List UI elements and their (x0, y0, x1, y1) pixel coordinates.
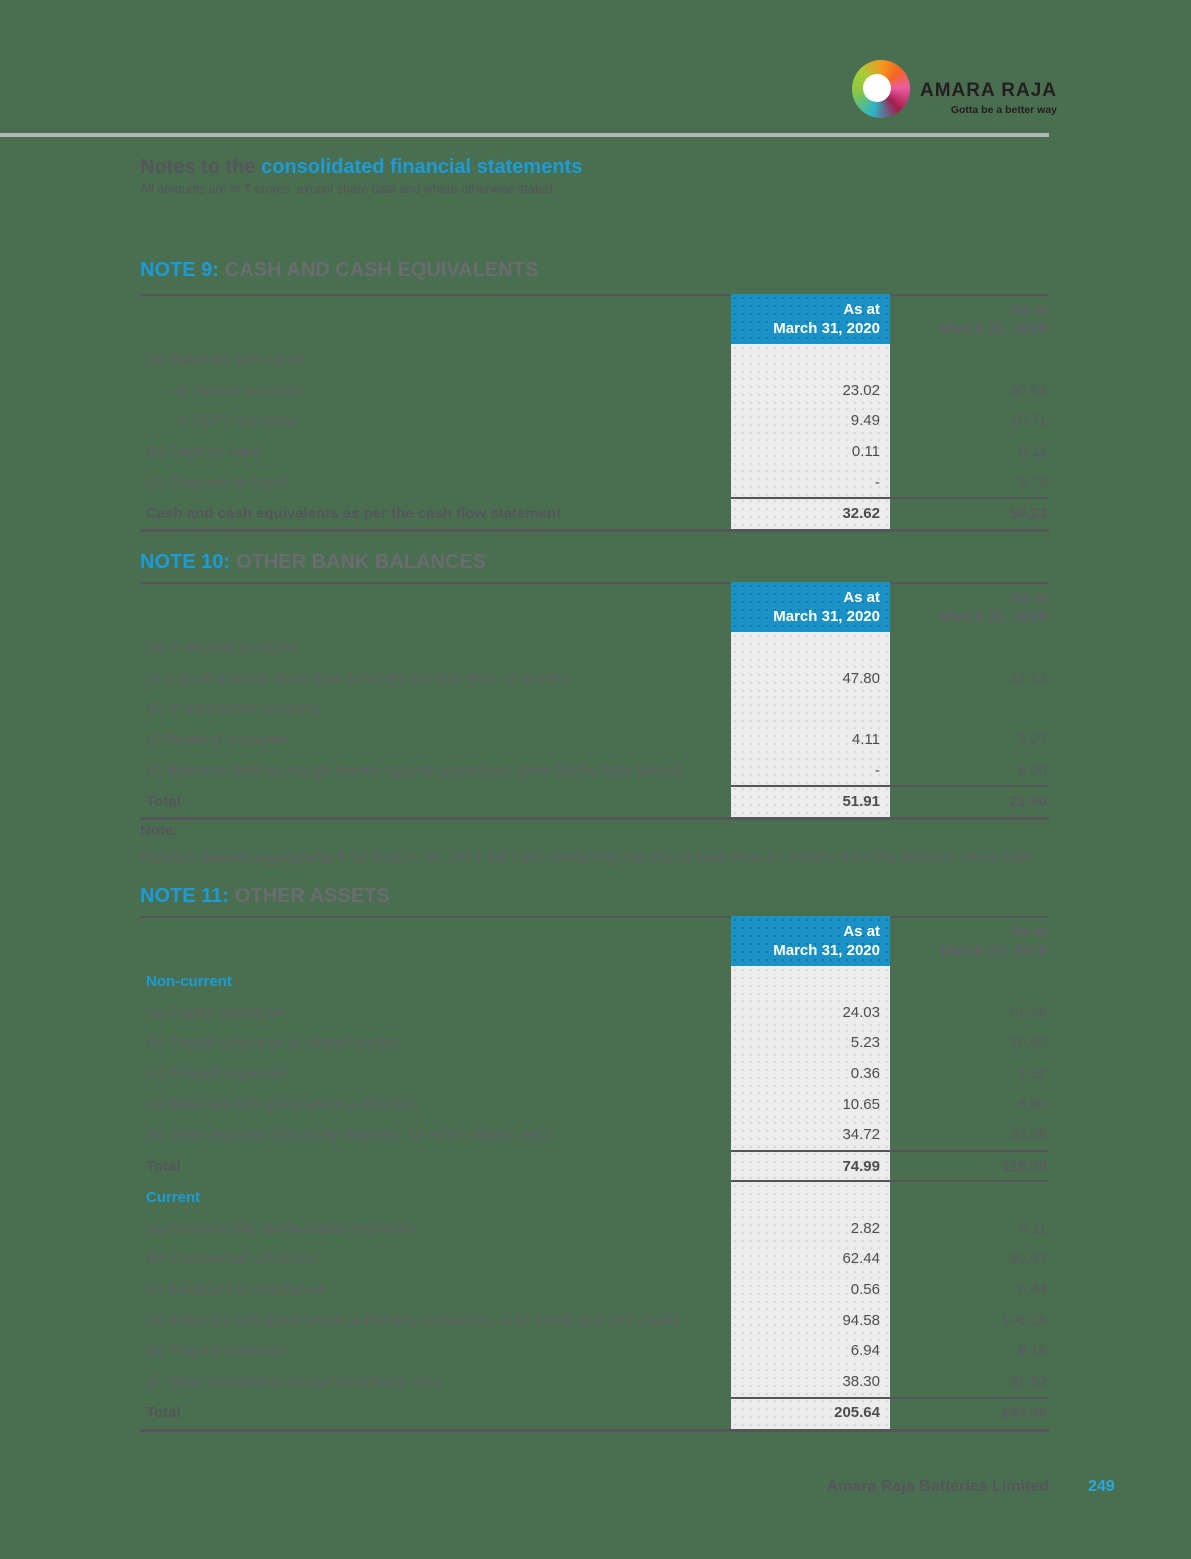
header-2020-line1: As at (843, 589, 880, 606)
header-2019-line1: As at (1010, 923, 1047, 940)
table-row (140, 1244, 1049, 1275)
header-2019-line2: March 31, 2019 (940, 608, 1047, 625)
value-2019 (890, 693, 1049, 724)
table-row (140, 1397, 1049, 1429)
header-2020-line1: As at (843, 301, 880, 318)
value-2019: 12.13 (1009, 669, 1047, 687)
table-row (140, 1119, 1049, 1150)
header-2020-line1: As at (843, 923, 880, 940)
note10-footnote-text: Includes deposit aggregating ₹ Nil (March 31, 2019: Nil ) with remaining maturity of more than 12 months from the Balance Sheet date. (140, 849, 1036, 866)
note10-table-header-row (140, 582, 1049, 632)
value-2020: 205.64 (731, 1397, 890, 1429)
row-label: (a) Capital advances (146, 1003, 284, 1021)
value-2019 (890, 966, 1049, 997)
row-label: (a) In deposit accounts (146, 638, 298, 656)
table-row (140, 1305, 1049, 1336)
row-label: (ii) Balances held as margin money against guarantees given [Refer Note below] (146, 761, 681, 779)
row-label: Cash and cash equivalents as per the cash flow statement (146, 504, 562, 522)
table-row (140, 1150, 1049, 1182)
table-row (140, 467, 1049, 498)
value-2020: 62.44 (731, 1244, 890, 1275)
row-label: (a) Balances with banks (146, 350, 306, 368)
row-label: - in EEFC accounts (168, 412, 298, 430)
header-2020-cell (731, 582, 890, 632)
value-2020: 74.99 (731, 1150, 890, 1182)
row-label: Non-current (146, 972, 232, 990)
row-label: (e) Other deposits (Electricity deposits, for other utilities, etc.) (146, 1126, 552, 1144)
amara-raja-swirl-icon (852, 60, 912, 122)
value-2019: 8.16 (1017, 1342, 1047, 1360)
value-2020: 4.11 (731, 724, 890, 755)
note9-heading-title: CASH AND CASH EQUIVALENTS (224, 259, 539, 281)
value-2020: 9.49 (731, 405, 890, 436)
row-label: (d) Balances with government authorities (Advances, GST credit and VAT credit) (146, 1311, 679, 1329)
logo-text (920, 60, 1057, 116)
header-2019-line1: As at (1010, 589, 1047, 606)
header-label-cell (140, 582, 731, 632)
page-title-highlight: consolidated financial statements (261, 156, 583, 178)
value-2020: 47.80 (731, 663, 890, 694)
page-subtitle: All amounts are in ₹ crores, except share data and where otherwise stated (140, 182, 553, 196)
row-label: (b) In earmarked accounts (146, 700, 322, 718)
table-row (140, 663, 1049, 694)
value-2020 (731, 693, 890, 724)
note10-footnote-label: Note: (140, 822, 179, 839)
value-2019: 10.62 (1009, 1034, 1047, 1052)
value-2019: 6.20 (1017, 761, 1047, 779)
value-2019: 8.80 (1017, 1095, 1047, 1113)
value-2020 (731, 344, 890, 375)
header-2019-line2: March 31, 2019 (940, 942, 1047, 959)
value-2020: 0.56 (731, 1274, 890, 1305)
value-2020: 0.11 (731, 436, 890, 467)
note10-heading (140, 551, 486, 574)
value-2019: 0.44 (1017, 1281, 1047, 1299)
table-row (140, 755, 1049, 786)
row-label: (i) original maturity more than 3 months but less than 12 months (146, 669, 571, 687)
footer-page-number: 249 (1088, 1478, 1115, 1495)
value-2020: 23.02 (731, 375, 890, 406)
value-2020: - (731, 755, 890, 786)
table-row (140, 724, 1049, 755)
header-2019-cell (890, 582, 1049, 632)
note9-table-header-row (140, 294, 1049, 344)
value-2020: 38.30 (731, 1366, 890, 1397)
table-row (140, 1366, 1049, 1397)
value-2020: - (731, 467, 890, 498)
value-2020: 32.62 (731, 497, 890, 529)
value-2020: 24.03 (731, 997, 890, 1028)
table-row (140, 997, 1049, 1028)
table-row (140, 405, 1049, 436)
header-2019-line1: As at (1010, 301, 1047, 318)
value-2019: 50.23 (890, 497, 1049, 529)
row-label: (b) Commercial advances (146, 1250, 317, 1268)
value-2019: 15.71 (1009, 412, 1047, 430)
value-2020 (731, 966, 890, 997)
value-2020: 2.82 (731, 1213, 890, 1244)
value-2020 (731, 632, 890, 663)
value-2019 (890, 1182, 1049, 1213)
row-label: - in current accounts (168, 381, 304, 399)
header-2019-cell (890, 294, 1049, 344)
note10-table-body (140, 632, 1049, 817)
header-2019-cell (890, 916, 1049, 966)
value-2019: 33.28 (1009, 1126, 1047, 1144)
brand-tagline: Gotta be a better way (950, 104, 1058, 116)
row-label: (d) Balances with government authorities (146, 1095, 418, 1113)
table-row (140, 497, 1049, 529)
value-2019 (890, 344, 1049, 375)
header-2020-cell (731, 294, 890, 344)
value-2019: 61.56 (1009, 1003, 1047, 1021)
table-row (140, 1058, 1049, 1089)
value-2019: 50.97 (1009, 1250, 1047, 1268)
value-2019: 31.52 (1009, 1373, 1047, 1391)
note11-heading (140, 885, 390, 908)
brand-name: AMARA RAJA (920, 80, 1058, 101)
note9-table-body (140, 344, 1049, 529)
value-2020: 0.36 (731, 1058, 890, 1089)
row-label: (b) Cash on hand (146, 442, 262, 460)
note11-table-body (140, 966, 1049, 1429)
row-label: (c) Advances to employees (146, 1281, 327, 1299)
value-2020: 10.65 (731, 1089, 890, 1120)
value-2019: 115.78 (890, 1150, 1049, 1182)
value-2019: 3.27 (1017, 730, 1047, 748)
table-row (140, 1336, 1049, 1367)
row-label: Current (146, 1188, 201, 1206)
header-divider (0, 133, 1049, 137)
header-label-cell (140, 916, 731, 966)
value-2019: 30.62 (1009, 381, 1047, 399)
value-2020: 94.58 (731, 1305, 890, 1336)
note9-table (140, 294, 1049, 532)
page-title (140, 156, 582, 179)
value-2019: 0.11 (1018, 442, 1047, 460)
table-row (140, 1213, 1049, 1244)
footer-company-name: Amara Raja Batteries Limited (826, 1478, 1049, 1495)
table-row (140, 693, 1049, 724)
header-label-cell (140, 294, 731, 344)
header-2019-line2: March 31, 2019 (940, 320, 1047, 337)
note9-heading (140, 259, 538, 282)
row-label: (a) Contractually reimbursable expenses (146, 1219, 416, 1237)
header-2020-line2: March 31, 2020 (773, 320, 880, 337)
note11-table (140, 916, 1049, 1432)
company-logo (852, 60, 1058, 122)
value-2020: 6.94 (731, 1336, 890, 1367)
row-label: (c) Cheques on hand (146, 473, 287, 491)
row-label: Total (146, 1157, 181, 1175)
note9-heading-number: NOTE 9: (140, 259, 219, 281)
value-2020: 51.91 (731, 785, 890, 817)
row-label: (f) Other receivables (export incentives, etc.) (146, 1373, 442, 1391)
table-row (140, 1274, 1049, 1305)
table-row (140, 375, 1049, 406)
row-label: Total (146, 1404, 181, 1422)
value-2020 (731, 1182, 890, 1213)
table-row (140, 1182, 1049, 1213)
header-2020-line2: March 31, 2020 (773, 608, 880, 625)
table-row (140, 344, 1049, 375)
table-row (140, 436, 1049, 467)
table-row (140, 1089, 1049, 1120)
row-label: (c) Prepaid expenses (146, 1064, 288, 1082)
value-2019: 196.18 (1001, 1311, 1047, 1329)
row-label: Total (146, 792, 181, 810)
header-2020-cell (731, 916, 890, 966)
note10-heading-number: NOTE 10: (140, 551, 231, 573)
value-2019: 3.79 (1017, 473, 1047, 491)
note11-heading-title: OTHER ASSETS (234, 885, 390, 907)
value-2019: 1.52 (1017, 1064, 1047, 1082)
note11-table-header-row (140, 916, 1049, 966)
page-title-prefix: Notes to the (140, 156, 262, 178)
row-label: (i) Dividend accounts (146, 730, 287, 748)
value-2019: 6.11 (1018, 1219, 1047, 1237)
table-row (140, 632, 1049, 663)
header-2020-line2: March 31, 2020 (773, 942, 880, 959)
row-label: (e) Prepaid expenses (146, 1342, 289, 1360)
value-2020: 5.23 (731, 1027, 890, 1058)
value-2019: 21.60 (890, 785, 1049, 817)
table-row (140, 966, 1049, 997)
table-row (140, 1027, 1049, 1058)
note10-heading-title: OTHER BANK BALANCES (236, 551, 487, 573)
row-label: (b) Capital advances to related parties (146, 1034, 400, 1052)
value-2020: 34.72 (731, 1119, 890, 1150)
swirl-center (863, 74, 891, 102)
note10-table (140, 582, 1049, 820)
note11-heading-number: NOTE 11: (140, 885, 229, 907)
value-2019: 293.38 (890, 1397, 1049, 1429)
table-row (140, 785, 1049, 817)
value-2019 (890, 632, 1049, 663)
